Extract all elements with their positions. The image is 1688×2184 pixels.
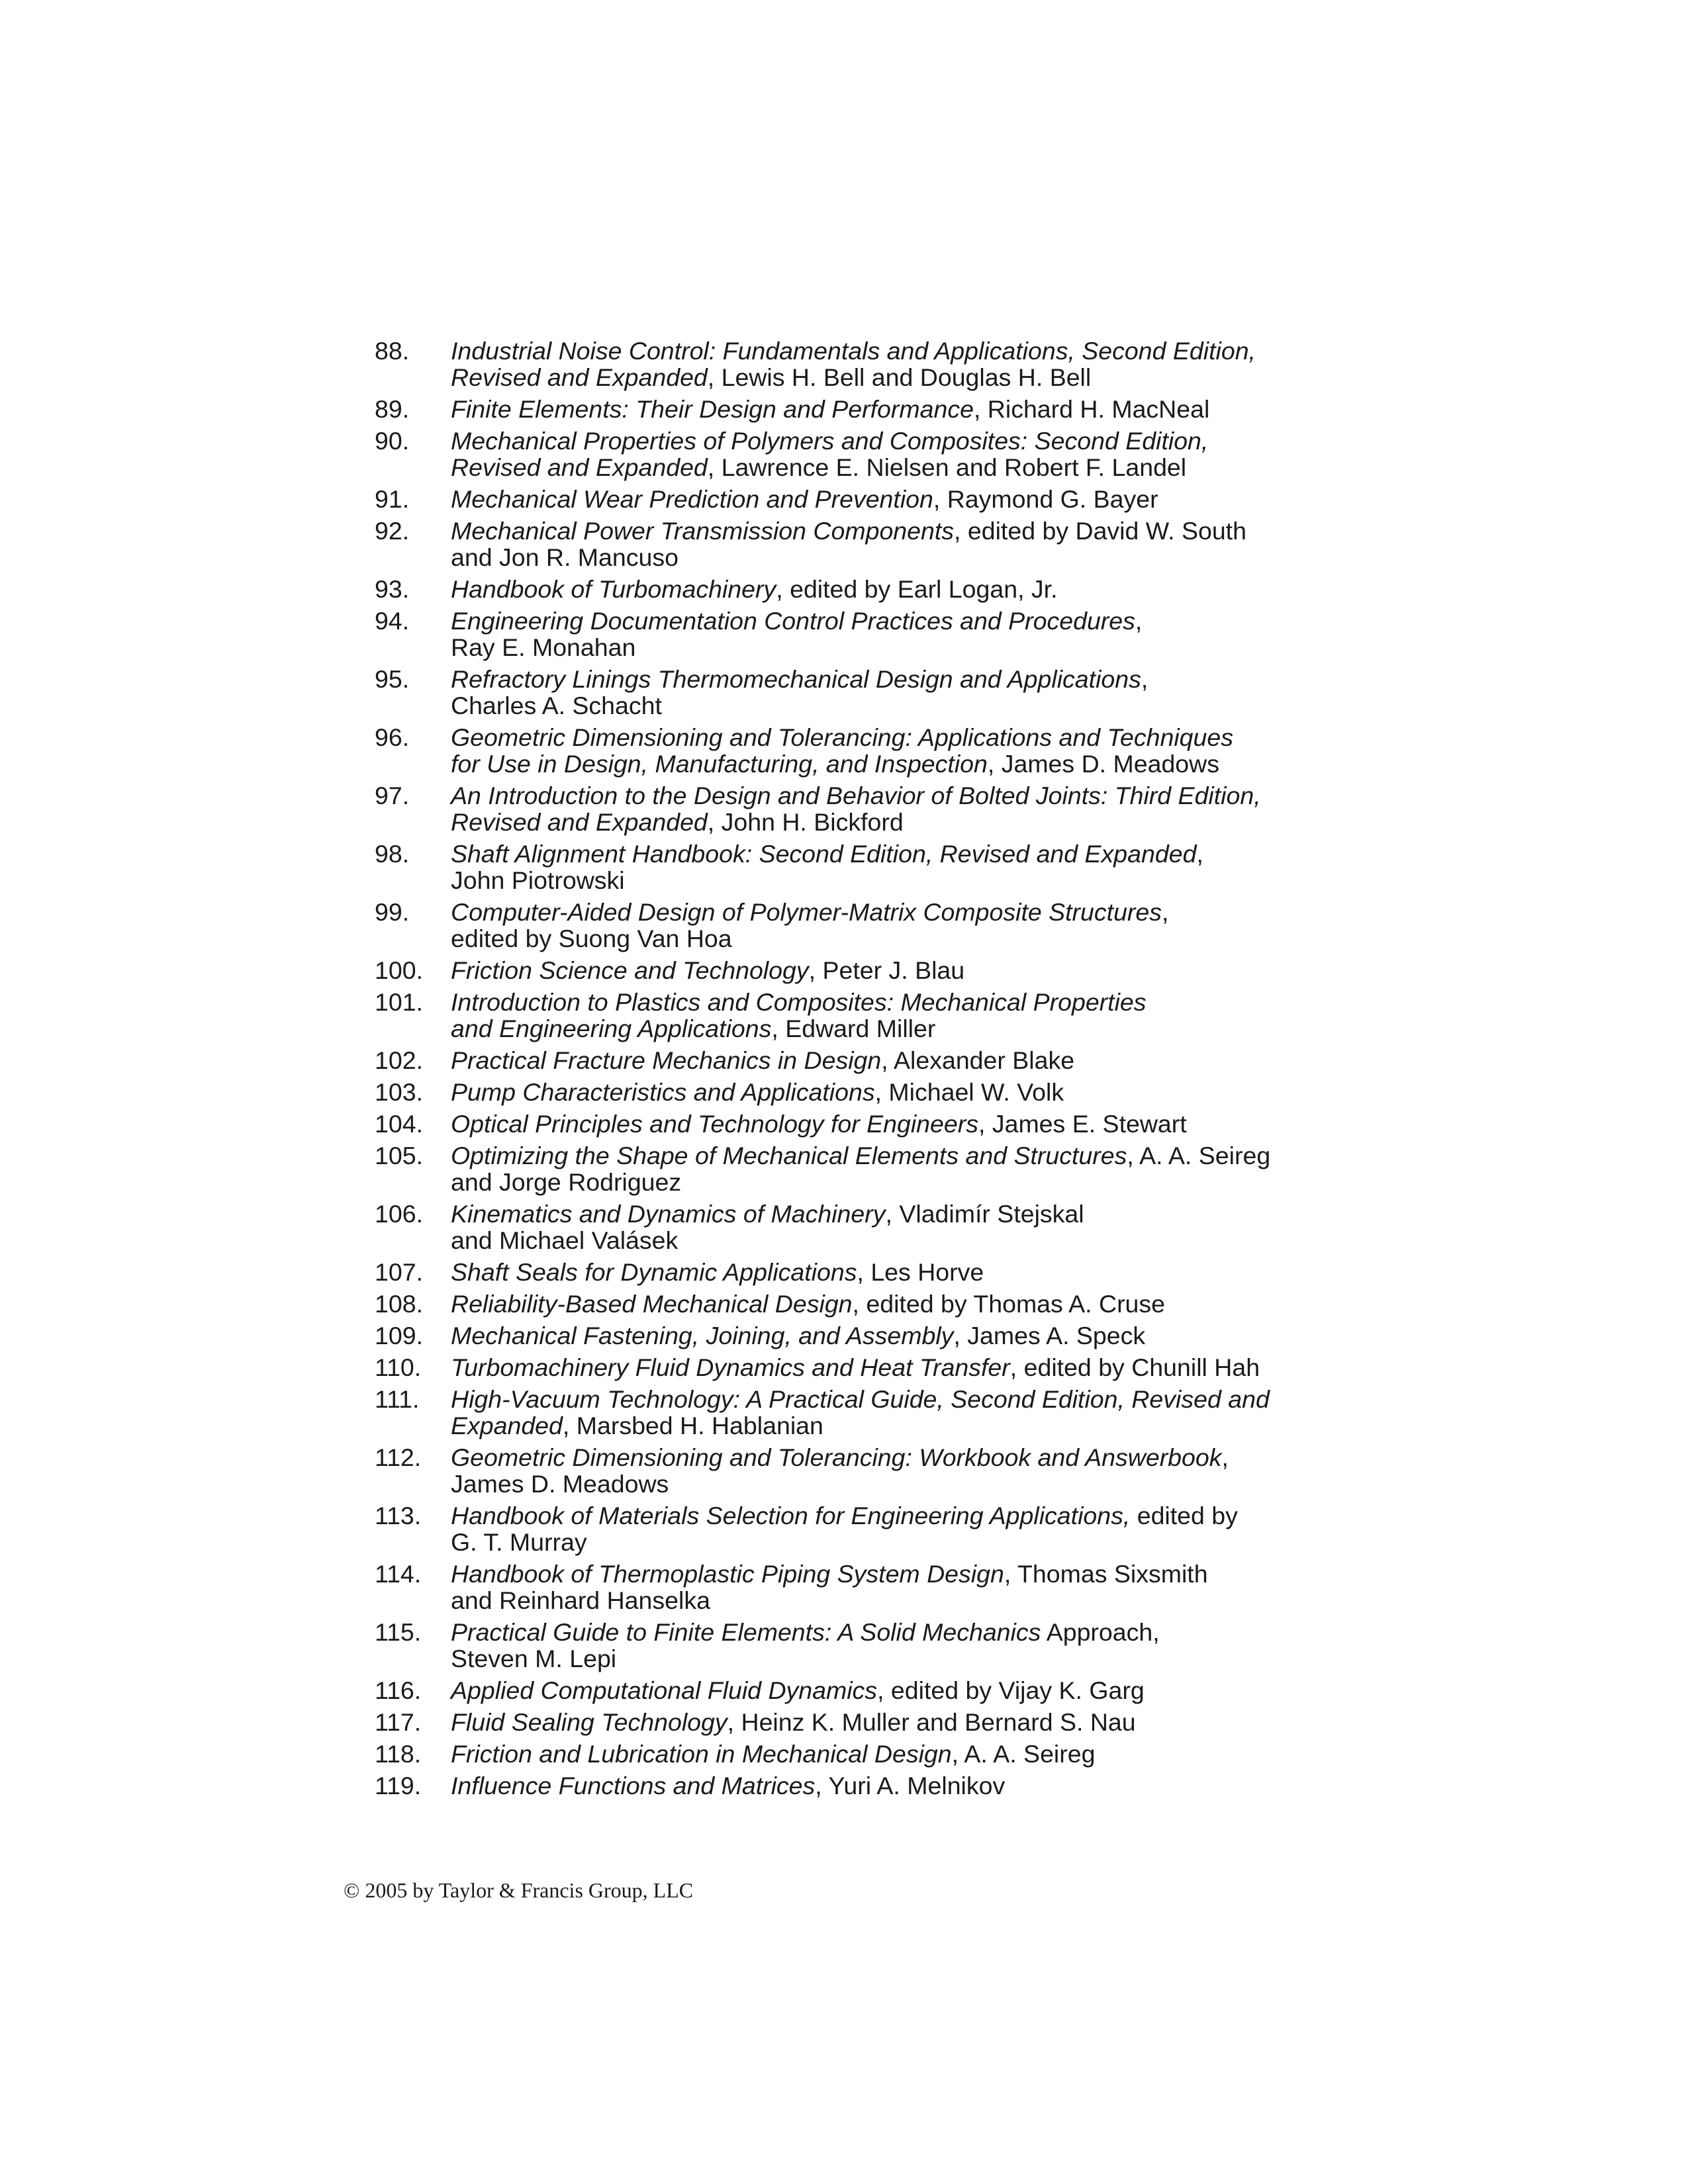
- entry-number: 98.: [375, 840, 410, 868]
- entry-text: [451, 428, 1315, 480]
- entry-line: [451, 428, 1315, 454]
- entry-number: 116.: [375, 1676, 422, 1704]
- entry-line: [451, 1561, 1315, 1587]
- entry-number: 117.: [375, 1708, 422, 1736]
- entry-line: [451, 1444, 1315, 1471]
- list-item: [375, 899, 1315, 952]
- entry-line: [451, 782, 1315, 809]
- author-text: Charles A. Schacht: [451, 692, 662, 719]
- author-text: , Richard H. MacNeal: [973, 395, 1210, 423]
- entry-number: 104.: [375, 1110, 423, 1138]
- entry-line: [451, 364, 1315, 390]
- entry-number: 88.: [375, 337, 410, 365]
- author-text: edited by: [1130, 1502, 1238, 1529]
- entry-line: [451, 666, 1315, 692]
- entry-line: [451, 608, 1315, 634]
- entry-text: [451, 899, 1315, 952]
- book-title: Revised and Expanded: [451, 363, 708, 391]
- book-title: Revised and Expanded: [451, 453, 708, 481]
- author-text: ,: [1135, 607, 1143, 635]
- entry-text: [451, 1291, 1315, 1317]
- entry-text: [451, 518, 1315, 570]
- book-title: Friction Science and Technology: [451, 956, 809, 984]
- entry-line: [451, 486, 1315, 512]
- book-title: and Engineering Applications: [451, 1015, 772, 1042]
- author-text: Steven M. Lepi: [451, 1645, 617, 1672]
- book-title: Computer-Aided Design of Polymer-Matrix Composite Structures: [451, 898, 1162, 926]
- book-title: Mechanical Properties of Polymers and Composites: Second Edition,: [451, 427, 1209, 455]
- entry-number: 106.: [375, 1200, 423, 1228]
- entry-number: 119.: [375, 1772, 422, 1799]
- entry-number: 96.: [375, 723, 410, 751]
- book-series-list: [375, 338, 1315, 1804]
- entry-number: 113.: [375, 1502, 422, 1529]
- author-text: , A. A. Seireg: [951, 1740, 1096, 1768]
- list-item: [375, 1502, 1315, 1555]
- author-text: , Thomas Sixsmith: [1004, 1560, 1208, 1588]
- entry-line: [451, 1412, 1315, 1439]
- author-text: and Reinhard Hanselka: [451, 1586, 710, 1614]
- entry-text: [451, 1561, 1315, 1614]
- entry-line: [451, 1619, 1315, 1645]
- entry-text: [451, 724, 1315, 777]
- list-item: [375, 957, 1315, 983]
- book-title: Practical Fracture Mechanics in Design: [451, 1046, 882, 1074]
- entry-number: 90.: [375, 427, 410, 455]
- book-title: Revised and Expanded: [451, 808, 708, 836]
- copyright-notice: © 2005 by Taylor & Francis Group, LLC: [344, 1878, 694, 1902]
- author-text: James D. Meadows: [451, 1470, 669, 1498]
- entry-line: [451, 989, 1315, 1015]
- author-text: and Michael Valásek: [451, 1226, 679, 1254]
- book-title: Geometric Dimensioning and Tolerancing: Workbook and Answerbook: [451, 1443, 1222, 1471]
- entry-line: [451, 1259, 1315, 1285]
- entry-line: [451, 1677, 1315, 1704]
- entry-text: [451, 576, 1315, 602]
- author-text: , edited by David W. South: [954, 517, 1246, 545]
- book-title: Optimizing the Shape of Mechanical Elements and Structures: [451, 1142, 1127, 1169]
- author-text: ,: [1162, 898, 1169, 926]
- list-item: [375, 1291, 1315, 1317]
- entry-line: [451, 1047, 1315, 1073]
- book-title: Applied Computational Fluid Dynamics: [451, 1676, 878, 1704]
- author-text: and Jon R. Mancuso: [451, 543, 679, 571]
- list-item: [375, 1561, 1315, 1614]
- entry-text: [451, 1259, 1315, 1285]
- list-item: [375, 666, 1315, 719]
- book-title: Friction and Lubrication in Mechanical Design: [451, 1740, 952, 1768]
- author-text: ,: [1196, 840, 1203, 868]
- entry-number: 102.: [375, 1046, 423, 1074]
- entry-line: [451, 841, 1315, 867]
- author-text: , edited by Earl Logan, Jr.: [776, 575, 1058, 603]
- entry-text: [451, 782, 1315, 835]
- entry-text: [451, 1111, 1315, 1137]
- book-title: An Introduction to the Design and Behavior of Bolted Joints: Third Edition,: [451, 782, 1261, 809]
- entry-text: [451, 1677, 1315, 1704]
- entry-text: [451, 1079, 1315, 1105]
- author-text: , Yuri A. Melnikov: [815, 1772, 1006, 1799]
- book-title: Turbomachinery Fluid Dynamics and Heat Transfer: [451, 1353, 1010, 1381]
- author-text: , edited by Thomas A. Cruse: [852, 1290, 1166, 1318]
- book-title: Fluid Sealing Technology: [451, 1708, 727, 1736]
- list-item: [375, 1354, 1315, 1381]
- book-title: High-Vacuum Technology: A Practical Guide, Second Edition, Revised and: [451, 1385, 1270, 1413]
- entry-line: [451, 454, 1315, 480]
- book-title: Handbook of Materials Selection for Engineering Applications,: [451, 1502, 1131, 1529]
- entry-text: [451, 1386, 1315, 1439]
- entry-line: [451, 957, 1315, 983]
- entry-text: [451, 1709, 1315, 1735]
- entry-line: [451, 867, 1315, 893]
- entry-line: [451, 1354, 1315, 1381]
- entry-line: [451, 1015, 1315, 1042]
- entry-line: [451, 1471, 1315, 1497]
- entry-number: 108.: [375, 1290, 423, 1318]
- entry-number: 107.: [375, 1258, 423, 1286]
- list-item: [375, 1322, 1315, 1349]
- entry-line: [451, 576, 1315, 602]
- entry-number: 109.: [375, 1322, 423, 1349]
- book-title: Introduction to Plastics and Composites: Mechanical Properties: [451, 988, 1147, 1016]
- entry-number: 92.: [375, 517, 410, 545]
- book-title: Finite Elements: Their Design and Performance: [451, 395, 974, 423]
- entry-text: [451, 1444, 1315, 1497]
- list-item: [375, 1709, 1315, 1735]
- entry-text: [451, 841, 1315, 893]
- book-title: Shaft Alignment Handbook: Second Edition, Revised and Expanded: [451, 840, 1197, 868]
- list-item: [375, 841, 1315, 893]
- entry-line: [451, 1291, 1315, 1317]
- entry-line: [451, 1201, 1315, 1227]
- list-item: [375, 576, 1315, 602]
- list-item: [375, 1111, 1315, 1137]
- author-text: edited by Suong Van Hoa: [451, 925, 732, 952]
- author-text: John Piotrowski: [451, 866, 625, 894]
- book-title: Shaft Seals for Dynamic Applications: [451, 1258, 857, 1286]
- entry-number: 112.: [375, 1443, 422, 1471]
- entry-text: [451, 1322, 1315, 1349]
- entry-line: [451, 925, 1315, 952]
- entry-line: [451, 518, 1315, 544]
- author-text: Approach,: [1041, 1618, 1160, 1646]
- list-item: [375, 1444, 1315, 1497]
- entry-number: 100.: [375, 956, 423, 984]
- book-title: Mechanical Fastening, Joining, and Assembly: [451, 1322, 954, 1349]
- entry-number: 114.: [375, 1560, 422, 1588]
- book-title: for Use in Design, Manufacturing, and Inspection: [451, 750, 988, 778]
- book-title: Optical Principles and Technology for Engineers: [451, 1110, 978, 1138]
- book-title: Industrial Noise Control: Fundamentals and Applications, Second Edition,: [451, 337, 1256, 365]
- entry-line: [451, 1502, 1315, 1529]
- entry-number: 97.: [375, 782, 410, 809]
- entry-line: [451, 634, 1315, 660]
- list-item: [375, 396, 1315, 422]
- book-title: Influence Functions and Matrices: [451, 1772, 816, 1799]
- entry-number: 103.: [375, 1078, 423, 1106]
- list-item: [375, 1772, 1315, 1799]
- author-text: and Jorge Rodriguez: [451, 1168, 682, 1196]
- book-title: Engineering Documentation Control Practices and Procedures: [451, 607, 1135, 635]
- entry-text: [451, 989, 1315, 1042]
- entry-number: 101.: [375, 988, 423, 1016]
- author-text: , edited by Vijay K. Garg: [877, 1676, 1145, 1704]
- author-text: , Edward Miller: [771, 1015, 936, 1042]
- author-text: , Peter J. Blau: [808, 956, 965, 984]
- book-title: Mechanical Power Transmission Components: [451, 517, 955, 545]
- entry-line: [451, 1772, 1315, 1799]
- list-item: [375, 1619, 1315, 1672]
- book-title: Kinematics and Dynamics of Machinery: [451, 1200, 886, 1228]
- entry-text: [451, 338, 1315, 390]
- list-item: [375, 1142, 1315, 1195]
- entry-number: 99.: [375, 898, 410, 926]
- author-text: , James A. Speck: [953, 1322, 1146, 1349]
- entry-text: [451, 1741, 1315, 1767]
- book-title: Refractory Linings Thermomechanical Design and Applications: [451, 665, 1141, 693]
- list-item: [375, 1741, 1315, 1767]
- author-text: , Michael W. Volk: [874, 1078, 1064, 1106]
- author-text: , Raymond G. Bayer: [933, 485, 1158, 513]
- entry-text: [451, 666, 1315, 719]
- list-item: [375, 1201, 1315, 1253]
- book-title: Geometric Dimensioning and Tolerancing: Applications and Techniques: [451, 723, 1233, 751]
- entry-line: [451, 1079, 1315, 1105]
- entry-line: [451, 1386, 1315, 1412]
- entry-line: [451, 1227, 1315, 1253]
- entry-line: [451, 692, 1315, 719]
- list-item: [375, 782, 1315, 835]
- list-item: [375, 1677, 1315, 1704]
- entry-line: [451, 809, 1315, 835]
- author-text: , A. A. Seireg: [1127, 1142, 1271, 1169]
- entry-number: 95.: [375, 665, 410, 693]
- author-text: , Lewis H. Bell and Douglas H. Bell: [707, 363, 1092, 391]
- author-text: , Les Horve: [857, 1258, 984, 1286]
- entry-number: 94.: [375, 607, 410, 635]
- book-title: Expanded: [451, 1412, 563, 1439]
- list-item: [375, 518, 1315, 570]
- entry-number: 110.: [375, 1353, 422, 1381]
- author-text: , John H. Bickford: [707, 808, 904, 836]
- entry-line: [451, 1709, 1315, 1735]
- entry-line: [451, 1169, 1315, 1195]
- entry-number: 91.: [375, 485, 410, 513]
- list-item: [375, 1386, 1315, 1439]
- list-item: [375, 428, 1315, 480]
- entry-line: [451, 751, 1315, 777]
- author-text: G. T. Murray: [451, 1528, 587, 1556]
- entry-line: [451, 1142, 1315, 1169]
- book-title: Pump Characteristics and Applications: [451, 1078, 875, 1106]
- entry-text: [451, 396, 1315, 422]
- book-title: Practical Guide to Finite Elements: A Solid Mechanics: [451, 1618, 1041, 1646]
- author-text: , Lawrence E. Nielsen and Robert F. Landel: [707, 453, 1187, 481]
- list-item: [375, 989, 1315, 1042]
- entry-text: [451, 1619, 1315, 1672]
- list-item: [375, 1259, 1315, 1285]
- entry-number: 118.: [375, 1740, 422, 1768]
- author-text: , Alexander Blake: [881, 1046, 1075, 1074]
- entry-text: [451, 608, 1315, 660]
- entry-text: [451, 1354, 1315, 1381]
- book-title: Handbook of Thermoplastic Piping System Design: [451, 1560, 1004, 1588]
- entry-line: [451, 1111, 1315, 1137]
- author-text: Ray E. Monahan: [451, 633, 636, 661]
- author-text: , Vladimír Stejskal: [885, 1200, 1084, 1228]
- author-text: ,: [1221, 1443, 1229, 1471]
- entry-line: [451, 1587, 1315, 1614]
- author-text: , Marsbed H. Hablanian: [562, 1412, 823, 1439]
- entry-number: 89.: [375, 395, 410, 423]
- entry-line: [451, 1529, 1315, 1555]
- list-item: [375, 486, 1315, 512]
- entry-text: [451, 1201, 1315, 1253]
- entry-text: [451, 1502, 1315, 1555]
- entry-line: [451, 1741, 1315, 1767]
- author-text: , Heinz K. Muller and Bernard S. Nau: [727, 1708, 1136, 1736]
- author-text: ,: [1141, 665, 1149, 693]
- entry-number: 115.: [375, 1618, 422, 1646]
- entry-number: 93.: [375, 575, 410, 603]
- entry-line: [451, 724, 1315, 751]
- author-text: , edited by Chunill Hah: [1009, 1353, 1260, 1381]
- entry-line: [451, 1645, 1315, 1672]
- author-text: , James E. Stewart: [978, 1110, 1187, 1138]
- entry-line: [451, 544, 1315, 570]
- list-item: [375, 1047, 1315, 1073]
- list-item: [375, 338, 1315, 390]
- entry-text: [451, 486, 1315, 512]
- entry-line: [451, 396, 1315, 422]
- entry-text: [451, 1772, 1315, 1799]
- book-title: Mechanical Wear Prediction and Prevention: [451, 485, 933, 513]
- entry-line: [451, 338, 1315, 364]
- entry-line: [451, 1322, 1315, 1349]
- entry-text: [451, 1142, 1315, 1195]
- entry-number: 105.: [375, 1142, 423, 1169]
- entry-number: 111.: [375, 1385, 420, 1413]
- entry-line: [451, 899, 1315, 925]
- list-item: [375, 608, 1315, 660]
- entry-text: [451, 957, 1315, 983]
- list-item: [375, 1079, 1315, 1105]
- book-title: Handbook of Turbomachinery: [451, 575, 776, 603]
- author-text: , James D. Meadows: [987, 750, 1219, 778]
- list-item: [375, 724, 1315, 777]
- book-title: Reliability-Based Mechanical Design: [451, 1290, 853, 1318]
- entry-text: [451, 1047, 1315, 1073]
